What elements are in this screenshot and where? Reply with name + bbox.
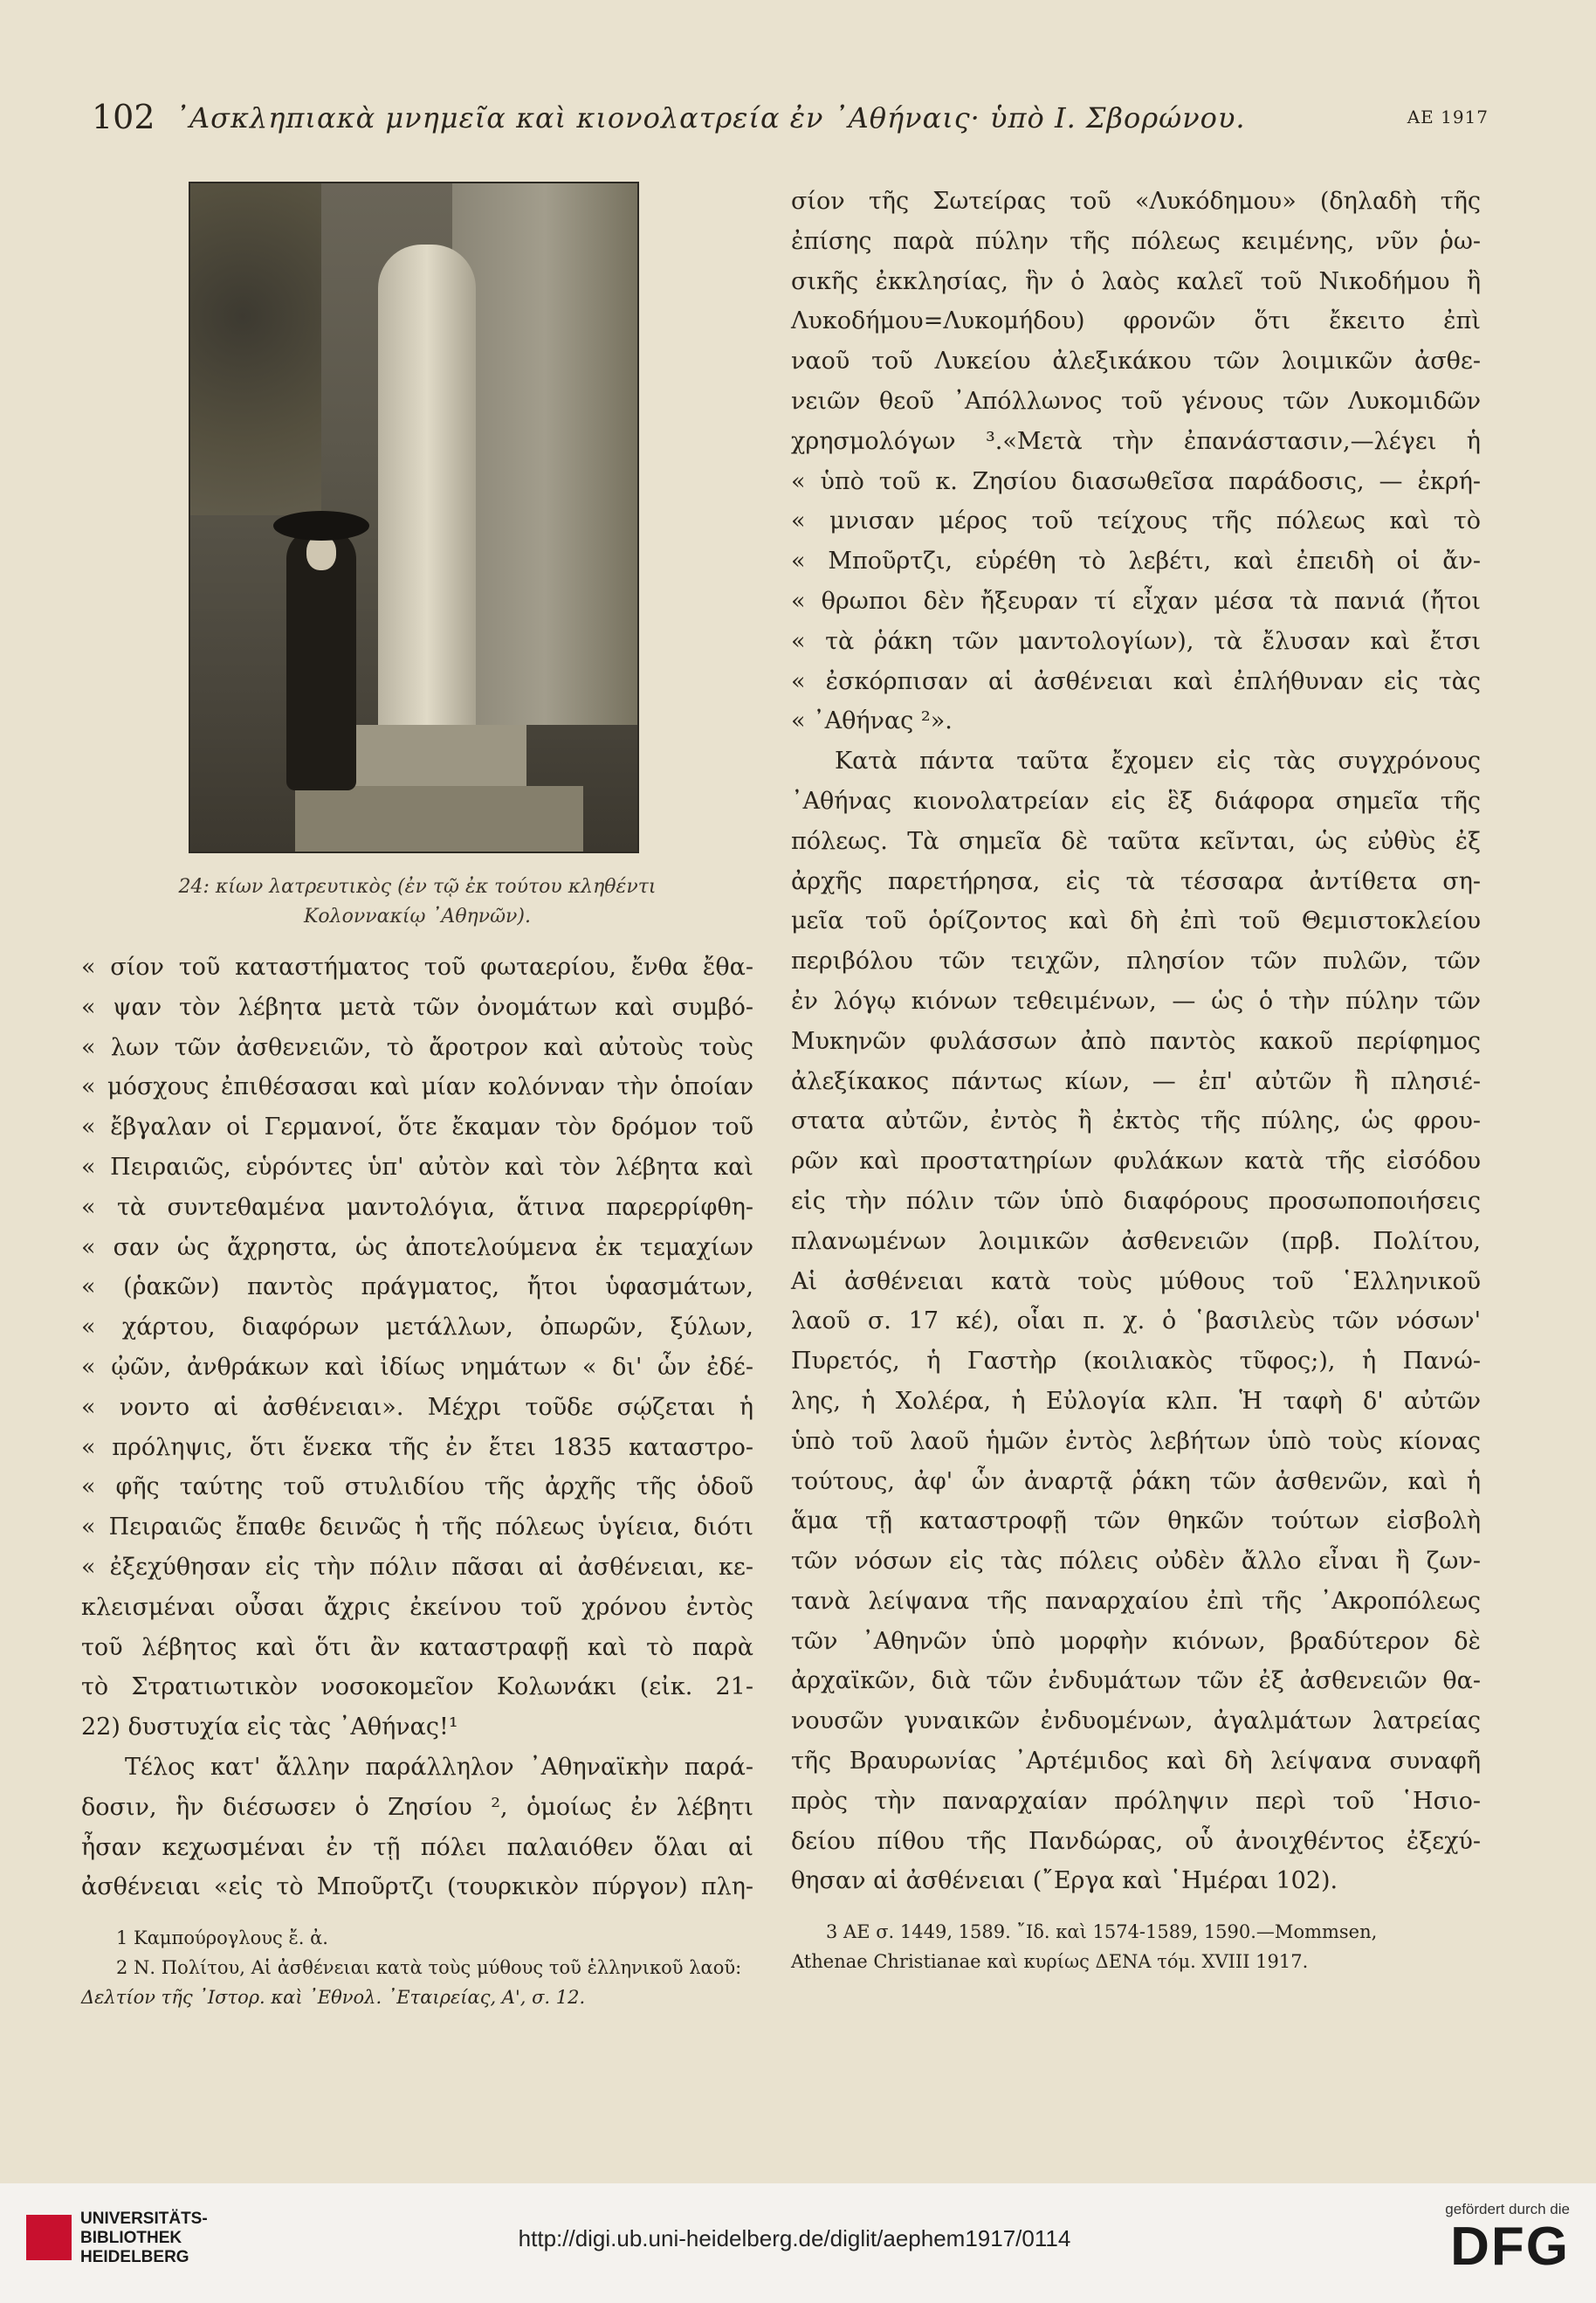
- column-photograph: [189, 182, 639, 853]
- text-line: ναοῦ τοῦ Λυκείου ἀλεξικάκου τῶν λοιμικῶν ἀσθε-: [791, 348, 1481, 376]
- footnote: 1 Καμπούρογλους ἔ. ἀ.: [116, 1927, 328, 1949]
- text-line: 22) δυστυχία εἰς τὰς ᾿Αθήνας!¹: [81, 1713, 458, 1741]
- text-line: περιβόλου τῶν τειχῶν, πλησίον τῶν πυλῶν, τῶν: [791, 948, 1481, 976]
- running-title: ᾿Ασκληπιακὰ μνημεῖα καὶ κιονολατρεία ἐν ᾿Αθήναις· ὑπὸ Ι. Σβορώνου.: [175, 101, 1246, 134]
- text-line: ἐν λόγῳ κιόνων τεθειμένων, — ὡς ὁ τὴν πύλην τῶν: [791, 987, 1481, 1015]
- university-seal-icon: [26, 2215, 72, 2260]
- figure-caption: 24: κίων λατρευτικὸς (ἐν τῷ ἐκ τούτου κληθέντι Κολοννακίῳ ᾿Αθηνῶν).: [178, 876, 657, 927]
- left-column: [81, 182, 753, 2012]
- digitization-footer: UNIVERSITÄTS- BIBLIOTHEK HEIDELBERG http://digi.ub.uni-heidelberg.de/diglit/aephem1917/0114 gefördert durch die DFG: [0, 2183, 1596, 2303]
- text-line: δείου πίθου τῆς Πανδώρας, οὗ ἀνοιχθέντος ἐξεχύ-: [791, 1827, 1481, 1855]
- text-line: πόλεως. Τὰ σημεῖα δὲ ταῦτα κεῖνται, ὡς εὐθὺς ἐξ: [791, 827, 1481, 855]
- text-line: τῶν ᾿Αθηνῶν ὑπὸ μορφὴν κιόνων, βραδύτερον δὲ: [791, 1627, 1481, 1655]
- text-line: ἀρχαϊκῶν, διὰ τῶν ἐνδυμάτων τῶν ἐξ ἀσθενειῶν θα-: [791, 1667, 1481, 1695]
- text-line: « τὰ συντεθαμένα μαντολόγια, ἅτινα παρερρίφθη-: [81, 1193, 753, 1221]
- text-line: ἀλεξίκακος πάντως κίων, — ἐπ' αὐτῶν ἢ πλησιέ-: [791, 1067, 1481, 1095]
- text-line: « μνισαν μέρος τοῦ τείχους τῆς πόλεως καὶ τὸ: [791, 507, 1481, 535]
- text-line: « Πειραιῶς, εὑρόντες ὑπ' αὐτὸν καὶ τὸν λέβητα καὶ: [81, 1153, 753, 1181]
- text-line: « νοντο αἱ ἀσθένειαι». Μέχρι τοῦδε σῴζεται ἡ: [81, 1393, 753, 1421]
- text-line: ἅμα τῇ καταστροφῇ τῶν θηκῶν τούτων εἰσβολὴ: [791, 1507, 1481, 1535]
- cult-column: [378, 245, 476, 734]
- text-line: « λων τῶν ἀσθενειῶν, τὸ ἄροτρον καὶ αὐτοὺς τοὺς: [81, 1033, 753, 1061]
- text-line: « μόσχους ἐπιθέσασαι καὶ μίαν κολόνναν τὴν ὁποίαν: [81, 1073, 753, 1101]
- text-line: νουσῶν γυναικῶν ἐνδυομένων, ἀγαλμάτων λατρείας: [791, 1707, 1481, 1735]
- text-line: τῶν νόσων εἰς τὰς πόλεις οὐδὲν ἄλλο εἶναι ἢ ζων-: [791, 1548, 1481, 1576]
- right-footnotes: [791, 1917, 1481, 1976]
- text-line: λης, ἡ Χολέρα, ἡ Εὐλογία κλπ. Ἡ ταφὴ δ' αὐτῶν: [791, 1387, 1481, 1415]
- footnote: 2 Ν. Πολίτου, Αἱ ἀσθένειαι κατὰ τοὺς μύθους τοῦ ἑλληνικοῦ λαοῦ:: [116, 1957, 742, 1979]
- text-line: « σίον τοῦ καταστήματος τοῦ φωταερίου, ἔνθα ἔθα-: [81, 954, 753, 981]
- text-line: σίον τῆς Σωτείρας τοῦ «Λυκόδημου» (δηλαδὴ τῆς: [791, 188, 1481, 215]
- text-line: τοῦ λέβητος καὶ ὅτι ἂν καταστραφῇ καὶ τὸ παρὰ: [81, 1633, 753, 1661]
- text-line: ᾿Αθήνας κιονολατρείαν εἰς ἓξ διάφορα σημεῖα τῆς: [791, 787, 1481, 815]
- text-line: « (ῥακῶν) παντὸς πράγματος, ἤτοι ὑφασμάτων,: [81, 1273, 753, 1301]
- left-body-text: [81, 948, 753, 1907]
- text-line: « Πειραιῶς ἔπαθε δεινῶς ἡ τῆς πόλεως ὑγίεια, διότι: [81, 1513, 753, 1541]
- text-line: « Μποῦρτζι, εὑρέθη τὸ λεβέτι, καὶ ἐπειδὴ οἱ ἄν-: [791, 548, 1481, 576]
- footnote: 3 ΑΕ σ. 1449, 1589. ῎Ιδ. καὶ 1574-1589, 1590.—Mommsen,: [826, 1921, 1378, 1943]
- source-url-link[interactable]: http://digi.ub.uni-heidelberg.de/diglit/aephem1917/0114: [518, 2225, 1071, 2251]
- text-line: « ψαν τὸν λέβητα μετὰ τῶν ὀνομάτων καὶ συμβό-: [81, 993, 753, 1021]
- text-line: « ἔβγαλαν οἱ Γερμανοί, ὅτε ἔκαμαν τὸν δρόμον τοῦ: [81, 1114, 753, 1141]
- text-line: σικῆς ἐκκλησίας, ἣν ὁ λαὸς καλεῖ τοῦ Νικοδήμου ἢ: [791, 267, 1481, 295]
- text-line: ἐπίσης παρὰ πύλην τῆς πόλεως κειμένης, νῦν ῥω-: [791, 227, 1481, 255]
- text-line: εἰς τὴν πόλιν τῶν ὑπὸ διαφόρους προσωποποιήσεις: [791, 1187, 1481, 1215]
- text-line: « ᾿Αθήνας ²».: [791, 707, 953, 735]
- text-line: πλανωμένων λοιμικῶν ἀσθενειῶν (πρβ. Πολίτου,: [791, 1227, 1481, 1255]
- text-line: ὑπὸ τοῦ λαοῦ ἡμῶν ἐντὸς λεβήτων ὑπὸ τοὺς κίονας: [791, 1427, 1481, 1455]
- text-line: « τὰ ῥάκη τῶν μαντολογίων), τὰ ἔλυσαν καὶ ἔτσι: [791, 627, 1481, 655]
- text-line: ἀρχῆς παρετήρησα, εἰς τὰ τέσσαρα ἀντίθετα ση-: [791, 867, 1481, 895]
- figure-24: [81, 182, 753, 932]
- text-line: Πυρετός, ἡ Γαστὴρ (κοιλιακὸς τῦφος;), ἡ Πανώ-: [791, 1348, 1481, 1376]
- text-line: « σαν ὡς ἄχρηστα, ὡς ἀποτελούμενα ἐκ τεμαχίων: [81, 1233, 753, 1261]
- text-line: Κατὰ πάντα ταῦτα ἔχομεν εἰς τὰς συγχρόνους: [835, 748, 1481, 776]
- text-line: « φῆς ταύτης τοῦ στυλιδίου τῆς ἀρχῆς τῆς ὁδοῦ: [81, 1473, 753, 1501]
- text-line: Λυκοδήμου=Λυκομήδου) φρονῶν ὅτι ἔκειτο ἐπὶ: [791, 307, 1481, 335]
- text-line: « ἐξεχύθησαν εἰς τὴν πόλιν πᾶσαι αἱ ἀσθένειαι, κε-: [81, 1553, 753, 1581]
- text-line: « ᾠῶν, ἀνθράκων καὶ ἰδίως νημάτων « δι' ὧν ἐδέ-: [81, 1353, 753, 1381]
- text-line: « ἐσκόρπισαν αἱ ἀσθένειαι καὶ ἐπλήθυναν εἰς τὰς: [791, 667, 1481, 695]
- text-line: θησαν αἱ ἀσθένειαι (῎Εργα καὶ ῾Ημέραι 102).: [791, 1867, 1338, 1895]
- page-number: 102: [92, 98, 155, 136]
- text-line: « θρωποι δὲν ἤξευραν τί εἶχαν μέσα τὰ πανιά (ἤτοι: [791, 587, 1481, 615]
- running-head: [92, 98, 1489, 150]
- dfg-logo: gefördert durch die DFG: [1445, 2201, 1570, 2277]
- text-line: Μυκηνῶν φυλάσσων ἀπὸ παντὸς κακοῦ περίφημος: [791, 1027, 1481, 1055]
- text-line: « πρόληψις, ὅτι ἕνεκα τῆς ἐν ἔτει 1835 καταστρο-: [81, 1433, 753, 1461]
- text-line: στατα αὐτῶν, ἐντὸς ἢ ἐκτὸς τῆς πύλης, ὡς φρου-: [791, 1107, 1481, 1135]
- text-line: ἀσθένειαι «εἰς τὸ Μποῦρτζι (τουρκικὸν πύργον) πλη-: [81, 1873, 753, 1901]
- text-line: νειῶν θεοῦ ᾿Απόλλωνος τοῦ γένους τῶν Λυκομιδῶν: [791, 387, 1481, 415]
- right-column: [791, 182, 1481, 1976]
- text-line: ρῶν καὶ προστατηρίων φυλάκων κατὰ τῆς εἰσόδου: [791, 1148, 1481, 1176]
- footnote: Δελτίον τῆς ᾿Ιστορ. καὶ ᾿Εθνολ. ᾿Εταιρείας, Α', σ. 12.: [81, 1987, 586, 2009]
- right-body-text: [791, 182, 1481, 1901]
- text-line: ἦσαν κεχωσμέναι ἐν τῇ πόλει παλαιόθεν ὅλαι αἱ: [81, 1833, 753, 1861]
- left-footnotes: [81, 1923, 753, 2012]
- text-line: τούτους, ἀφ' ὧν ἀναρτᾷ ῥάκη τῶν ἀσθενῶν, καὶ ἡ: [791, 1467, 1481, 1495]
- text-line: πρὸς τὴν παναρχαίαν πρόληψιν περὶ τοῦ ῾Ησιο-: [791, 1787, 1481, 1815]
- text-line: Αἱ ἀσθένειαι κατὰ τοὺς μύθους τοῦ ῾Ελληνικοῦ: [791, 1267, 1481, 1295]
- text-line: τανὰ λείψανα τῆς παναρχαίου ἐπὶ τῆς ᾿Ακροπόλεως: [791, 1587, 1481, 1615]
- text-line: τῆς Βραυρωνίας ᾿Αρτέμιδος καὶ δὴ λείψανα συναφῆ: [791, 1748, 1481, 1776]
- text-line: λαοῦ σ. 17 κέ), οἷαι π. χ. ὁ ῾βασιλεὺς τῶν νόσων': [791, 1307, 1481, 1335]
- text-line: δοσιν, ἣν διέσωσεν ὁ Ζησίου ², ὁμοίως ἐν λέβητι: [81, 1793, 753, 1821]
- text-line: « χάρτου, διαφόρων μετάλλων, ὀπωρῶν, ξύλων,: [81, 1314, 753, 1341]
- text-line: τὸ Στρατιωτικὸν νοσοκομεῖον Κολωνάκι (εἰκ. 21-: [81, 1673, 753, 1701]
- footnote: Athenae Christianae καὶ κυρίως ΔΕΝΑ τόμ. XVIII 1917.: [791, 1951, 1309, 1973]
- text-line: « ὑπὸ τοῦ κ. Ζησίου διασωθεῖσα παράδοσις, — ἐκρή-: [791, 467, 1481, 495]
- text-line: κλεισμέναι οὖσαι ἄχρις ἐκείνου τοῦ χρόνου ἐντὸς: [81, 1593, 753, 1621]
- text-line: μεῖα τοῦ ὁρίζοντος καὶ δὴ ἐπὶ τοῦ Θεμιστοκλείου: [791, 907, 1481, 935]
- text-line: χρησμολόγων ³.«Μετὰ τὴν ἐπανάστασιν,—λέγει ἡ: [791, 427, 1481, 455]
- text-line: Τέλος κατ' ἄλλην παράλληλον ᾿Αθηναϊκὴν παρά-: [125, 1753, 753, 1781]
- volume-label: ΑΕ 1917: [1407, 107, 1489, 128]
